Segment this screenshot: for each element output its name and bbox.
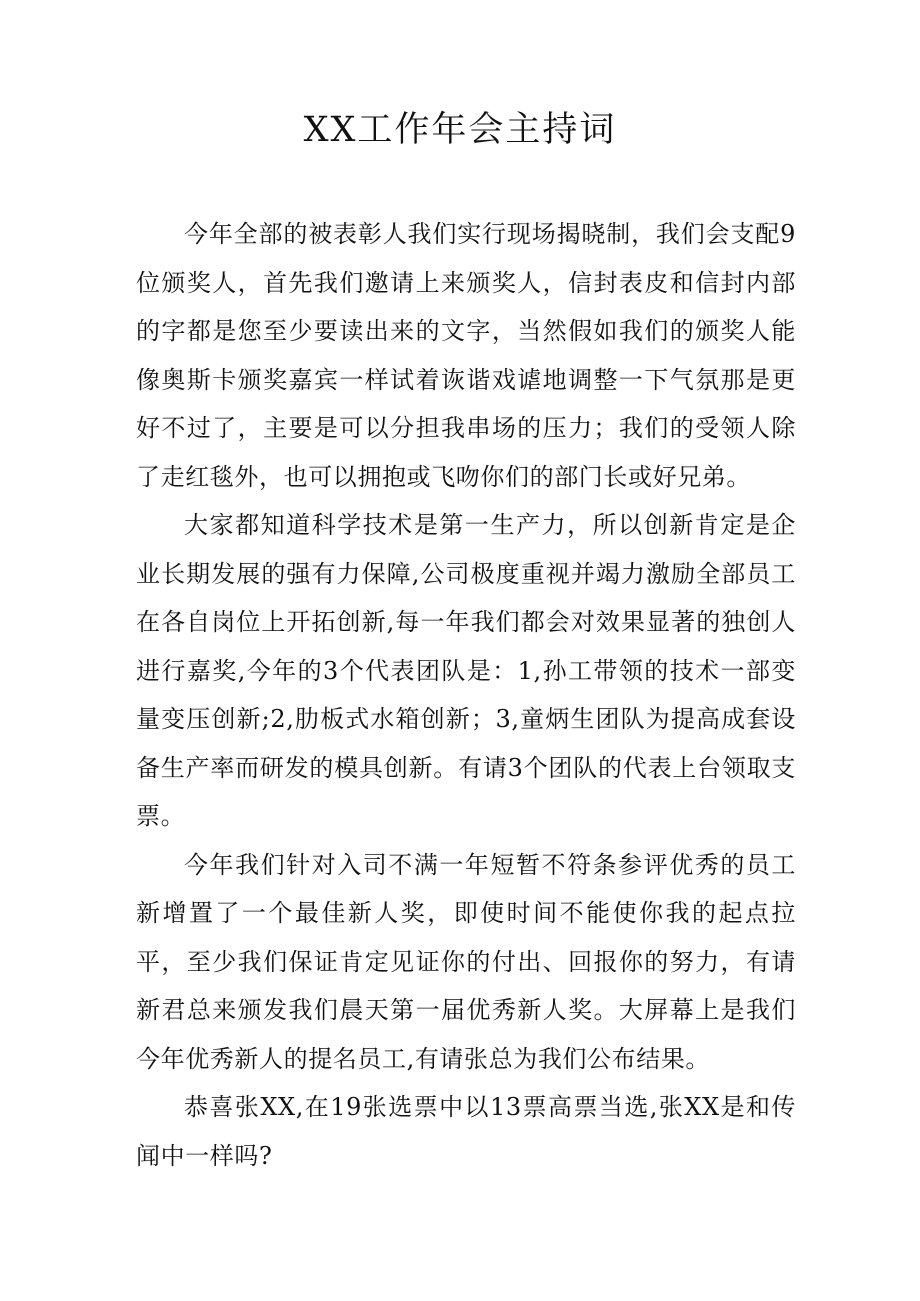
document-body (136, 210, 796, 1180)
paragraph-3: 今年我们针对入司不满一年短暂不符条参评优秀的员工新增置了一个最佳新人奖，即使时间不能使你我的起点拉平，至少我们保证肯定见证你的付出、回报你的努力，有请新君总来颁发我们晨天第一届优秀新人奖。大屏幕上是我们今年优秀新人的提名员工,有请张总为我们公布结果。 (136, 850, 796, 1073)
paragraph-2: 大家都知道科学技术是第一生产力，所以创新肯定是企业长期发展的强有力保障,公司极度重视并竭力激励全部员工在各自岗位上开拓创新,每一年我们都会对效果显著的独创人进行嘉奖,今年的3个代表团队是：1,孙工带领的技术一部变量变压创新;2,肋板式水箱创新；3,童炳生团队为提高成套设备生产率而研发的模具创新。有请3个团队的代表上台领取支票。 (136, 511, 796, 830)
document-title: XX工作年会主持词 (303, 110, 617, 150)
paragraph-1: 今年全部的被表彰人我们实行现场揭晓制，我们会支配9位颁奖人，首先我们邀请上来颁奖人，信封表皮和信封内部的字都是您至少要读出来的文字，当然假如我们的颁奖人能像奥斯卡颁奖嘉宾一样试着诙谐戏谑地调整一下气氛那是更好不过了，主要是可以分担我串场的压力；我们的受领人除了走红毯外，也可以拥抱或飞吻你们的部门长或好兄弟。 (136, 220, 796, 491)
paragraph-4: 恭喜张XX,在19张选票中以13票高票当选,张XX是和传闻中一样吗? (136, 1093, 796, 1170)
